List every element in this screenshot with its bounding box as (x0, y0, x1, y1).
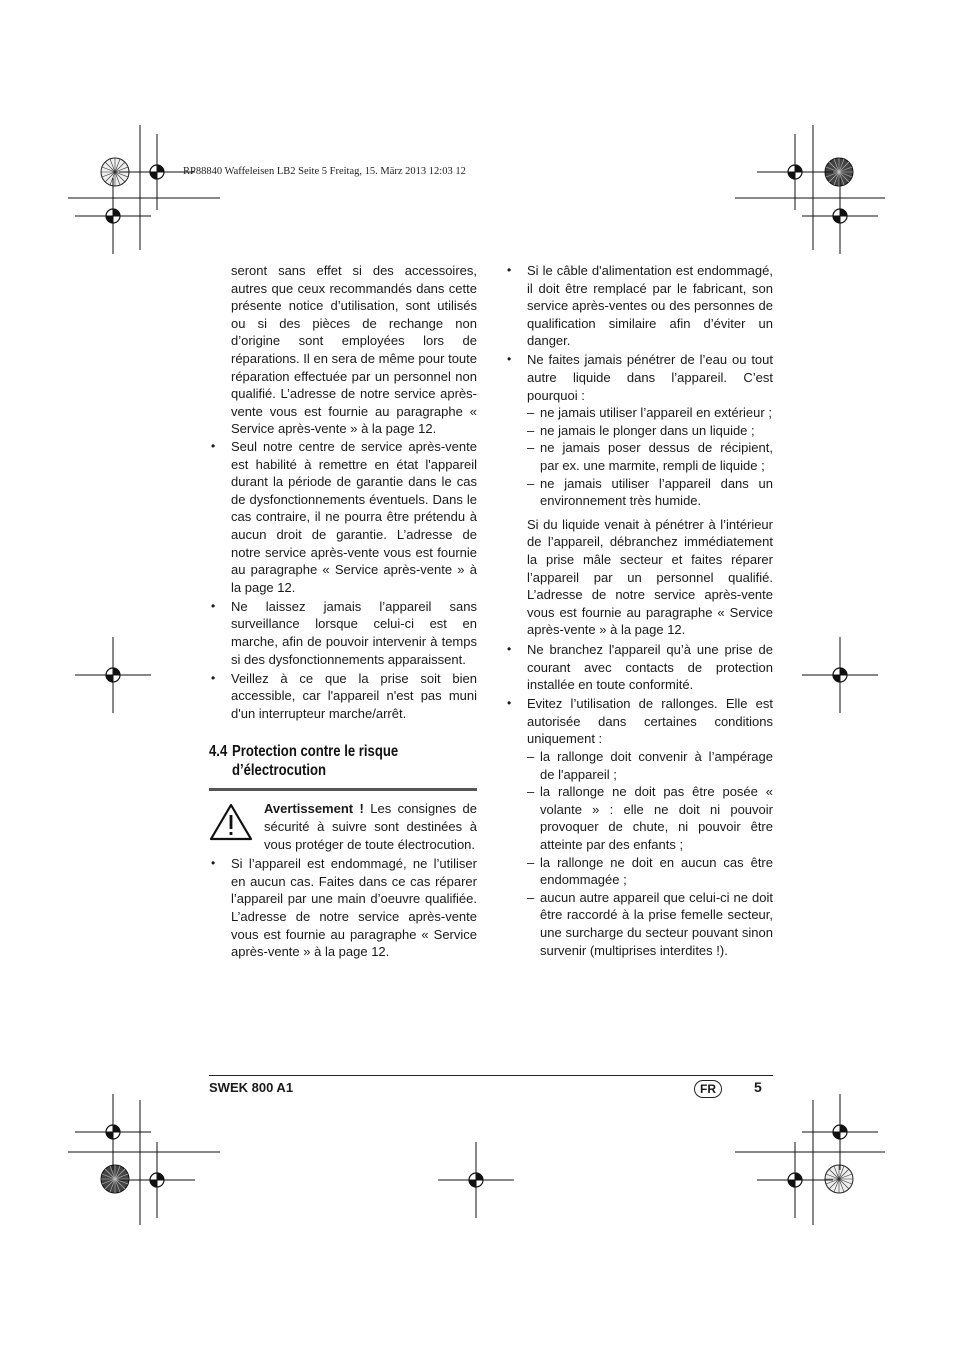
bullet-icon: • (507, 696, 512, 711)
left-bullet-list (209, 438, 477, 723)
print-slug: RP88840 Waffeleisen LB2 Seite 5 Freitag, 15. März 2013 12:03 12 (183, 166, 466, 177)
section-rule (209, 788, 477, 791)
list-item: • Ne faites jamais pénétrer de l’eau ou tout autre liquide dans l’appareil. C’est pourquoi : – ne jamais utiliser l’appareil en extérieur ; – ne jamais le plonger dans un liquide ; – ne jamais poser dessus de récipient, par ex. une marmite, rempli de liquide ; – ne jamais utiliser l’appareil dans un environnement très humide. Si du liquide venait à pénétrer à l’intérieur de l’appareil, débranchez immédiatement la prise mâle secteur et faites réparer l’appareil par un personnel qualifié. L’adresse de notre service après-vente vous est fournie au paragraphe « Service après-vente » à la page 12. (507, 352, 773, 638)
dash-item: – ne jamais poser dessus de récipient, par ex. une marmite, rempli de liquide ; (527, 440, 773, 474)
section-title-line1: Protection contre le risque (231, 743, 399, 761)
bullet-icon: • (507, 641, 512, 656)
dash-item: – la rallonge doit convenir à l’ampérage de l'appareil ; (527, 749, 773, 782)
dash-item: – aucun autre appareil que celui-ci ne doit être raccordé à la prise femelle secteur, une surcharge du secteur pouvant sinon survenir (multiprises interdites !). (527, 889, 773, 958)
warning-text: Les consignes de sécurité à suivre sont destinées à vous protéger de toute électrocution. (264, 801, 477, 852)
list-item: • Ne laissez jamais l’appareil sans surveillance lorsque celui-ci est en marche, afin de pouvoir intervenir à temps si des dysfonctionnements apparaissent. (211, 598, 477, 667)
bullet-icon: • (211, 598, 216, 613)
liquid-paragraph: Si du liquide venait à pénétrer à l’intérieur de l’appareil, débranchez immédiatement la prise mâle secteur et faites réparer l’appareil par un personnel qualifié. L’adresse de notre service après-vente vous est fournie au paragraphe « Service après-vente » à la page 12. (527, 516, 773, 638)
warning-block (209, 800, 477, 853)
footer-model: SWEK 800 A1 (209, 1080, 294, 1095)
right-column (505, 262, 773, 961)
list-item: • Si l’appareil est endommagé, ne l’utiliser en aucun cas. Faites dans ce cas réparer l’appareil par une main d’oeuvre qualifiée. L’adresse de notre service après-vente vous est fournie au paragraphe « Service après-vente » à la page 12. (211, 856, 477, 960)
dash-item: – ne jamais utiliser l’appareil en extérieur ; (527, 405, 772, 421)
language-badge: FR (694, 1080, 722, 1098)
page-number: 5 (754, 1079, 762, 1095)
bullet-icon: • (507, 263, 512, 277)
dash-item: – ne jamais le plonger dans un liquide ; (527, 422, 755, 438)
list-item: • Evitez l’utilisation de rallonges. Elle est autorisée dans certaines conditions uniquement : – la rallonge doit convenir à l’ampérage de l'appareil ; – la rallonge ne doit pas être posée « volante » : elle ne doit ni pouvoir provoquer de chute, ni pouvoir être atteinte par des enfants ; – la rallonge ne doit en aucun cas être endommagée ; – aucun autre appareil que celui-ci ne doit être raccordé à la prise femelle secteur, une surcharge du secteur pouvant sinon survenir (multiprises interdites !). (507, 696, 773, 958)
list-item: • Si le câble d'alimentation est endommagé, il doit être remplacé par le fabricant, son service après-ventes ou des personnes de qualification similaire afin d’éviter un danger. (507, 263, 773, 349)
section-number: 4.4 (209, 743, 228, 761)
left-column (209, 262, 477, 962)
list-item: • Seul notre centre de service après-vente est habilité à remettre en état l'appareil durant la période de garantie dans le cas de dysfonctionnements éventuels. Dans le cas contraire, il ne pourra être prétendu à aucun droit de garantie. L’adresse de notre service après-vente vous est fournie au paragraphe « Service après-vente » à la page 12. (211, 438, 477, 595)
list-item: • Ne branchez l'appareil qu’à une prise de courant avec contacts de protection installée en toute conformité. (507, 641, 773, 693)
footer-rule (209, 1075, 773, 1076)
warning-label: Avertissement ! (264, 801, 364, 817)
bullet-icon: • (211, 438, 216, 453)
bullet-icon: • (507, 352, 512, 367)
left-bullet-list-2 (209, 855, 477, 961)
dash-list (527, 748, 773, 959)
list-item: • Veillez à ce que la prise soit bien accessible, car l'appareil n'est pas muni d'un interrupteur marche/arrêt. (211, 670, 477, 721)
intro-paragraph: seront sans effet si des accessoires, autres que ceux recommandés dans cette présente notice d’utilisation, sont utilisés ou si des pièces de rechange non d’origine sont employées lors de réparations. Il en sera de même pour toute réparation effectuée par un personnel non qualifié. L’adresse de notre service après-vente vous est fournie au paragraphe « Service après-vente » à la page 12. (231, 263, 477, 437)
dash-item: – la rallonge ne doit pas être posée « volante » : elle ne doit ni pouvoir provoquer de chute, ni pouvoir être atteinte par des enfants ; (527, 784, 773, 852)
right-bullet-list (505, 262, 773, 959)
section-title-line2: d’électrocution (231, 762, 327, 780)
dash-item: – la rallonge ne doit en aucun cas être endommagée ; (527, 854, 773, 888)
bullet-icon: • (211, 670, 216, 685)
section-heading (209, 742, 480, 780)
warning-triangle-icon (209, 802, 253, 842)
dash-list (527, 404, 773, 510)
dash-item: – ne jamais utiliser l’appareil dans un environnement très humide. (527, 475, 773, 509)
bullet-icon: • (211, 856, 216, 871)
